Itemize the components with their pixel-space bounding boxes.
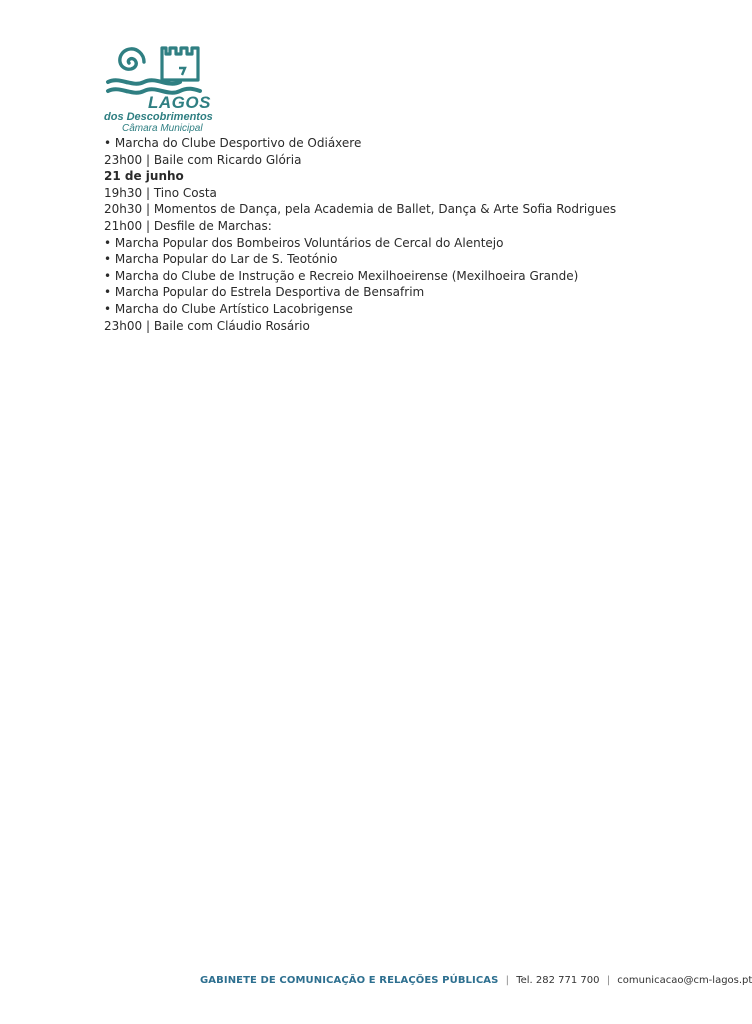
lagos-logo xyxy=(104,40,214,136)
program-line: • Marcha Popular dos Bombeiros Voluntários de Cercal do Alentejo xyxy=(104,235,504,250)
logo-subtitle: dos Descobrimentos xyxy=(104,111,213,123)
program-line: • Marcha Popular do Lar de S. Teotónio xyxy=(104,252,338,267)
logo-entity: Câmara Municipal xyxy=(122,123,203,134)
program-line: • Marcha do Clube de Instrução e Recreio Mexilhoeirense (Mexilhoeira Grande) xyxy=(104,268,579,283)
program-line: 19h30 | Tino Costa xyxy=(104,185,217,200)
program-line: 23h00 | Baile com Ricardo Glória xyxy=(104,152,302,167)
program-line: 20h30 | Momentos de Dança, pela Academia de Ballet, Dança & Arte Sofia Rodrigues xyxy=(104,202,617,217)
footer-separator: | xyxy=(505,975,509,986)
program-line: 23h00 | Baile com Cláudio Rosário xyxy=(104,318,310,333)
footer-department: GABINETE DE COMUNICAÇÃO E RELAÇÕES PÚBLICAS xyxy=(200,975,499,986)
program-list xyxy=(104,135,704,334)
footer-phone: Tel. 282 771 700 xyxy=(516,975,600,986)
footer-email[interactable]: comunicacao@cm-lagos.pt xyxy=(617,975,752,986)
footer xyxy=(200,975,752,986)
program-line: • Marcha do Clube Artístico Lacobrigense xyxy=(104,301,353,316)
logo-wordmark: LAGOS xyxy=(148,93,211,112)
program-line: 21h00 | Desfile de Marchas: xyxy=(104,218,272,233)
program-line: • Marcha Popular do Estrela Desportiva de Bensafrim xyxy=(104,285,425,300)
program-line: • Marcha do Clube Desportivo de Odiáxere xyxy=(104,136,362,150)
footer-separator: | xyxy=(606,975,611,986)
lagos-emblem-icon xyxy=(104,40,214,100)
date-heading: 21 de junho xyxy=(104,169,184,184)
